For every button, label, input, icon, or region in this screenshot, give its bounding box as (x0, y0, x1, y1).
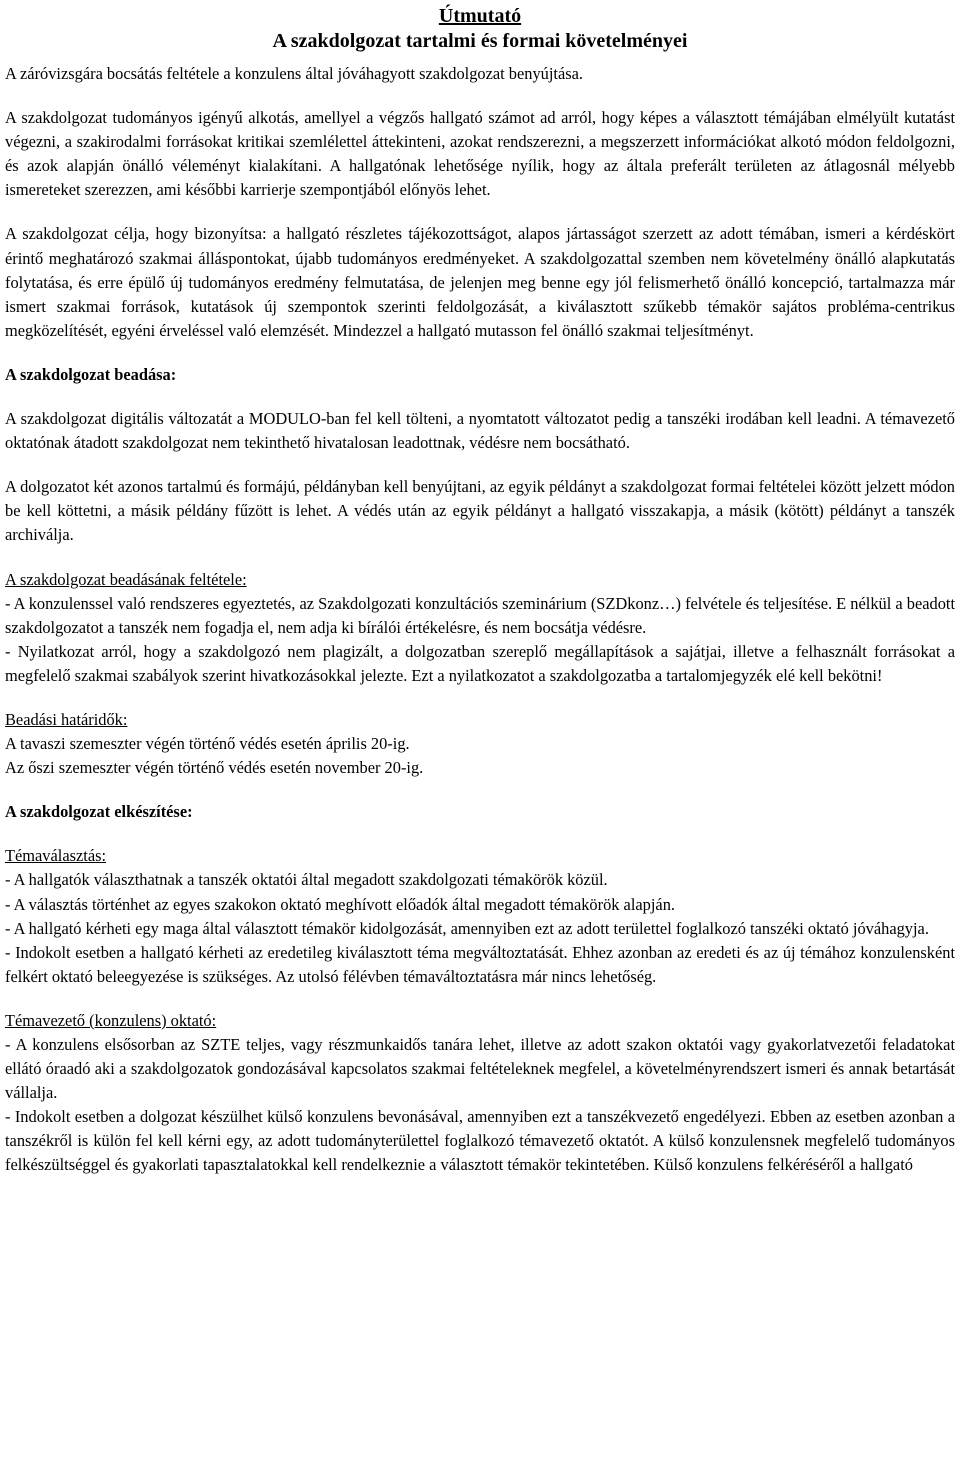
intro-paragraph: A záróvizsgára bocsátás feltétele a konzulens által jóváhagyott szakdolgozat benyújtása. (5, 64, 584, 83)
paragraph-submission-digital: A szakdolgozat digitális változatát a MODULO-ban fel kell tölteni, a nyomtatott változatot pedig a tanszéki irodában kell leadni. A témavezető oktatónak átadott szakdolgozat nem tekinthető hivatalosan leadottnak, védésre nem bocsátható. (5, 409, 955, 453)
deadline-autumn: Az őszi szemeszter végén történő védés esetén november 20-ig. (5, 758, 424, 778)
deadline-spring: A tavaszi szemeszter végén történő védés esetén április 20-ig. (5, 734, 410, 754)
heading-deadlines: Beadási határidők: (5, 709, 128, 729)
heading-submission: A szakdolgozat beadása: (5, 364, 177, 384)
paragraph-goal: A szakdolgozat célja, hogy bizonyítsa: a hallgató részletes tájékozottságot, alapos jártasságot szerzett az adott témában, ismeri a kérdéskört érintő meghatározó szakmai álláspontokat, újabb tudományos eredményeket. A szakdolgozattal szemben nem követelmény önálló alapkutatás folytatása, és erre épülő új tudományos eredmény felmutatása, de jelenjen meg benne egy jól felismerhető önálló koncepció, tartalmazza már ismert szakmai források, kutatások új szempontok szerinti feldolgozását, a kiválasztott szűkebb témakör sajátos probléma-centrikus megközelítését, egyéni érveléssel való elemzését. Mindezzel a hallgató mutasson fel önálló szakmai teljesítményt. (5, 224, 955, 340)
paragraph-submission-copies: A dolgozatot két azonos tartalmú és formájú, példányban kell benyújtani, az egyik példányt a szakdolgozat formai feltételei között jelzett módon be kell köttetni, a másik példány fűzött is lehet. A védés után az egyik példányt a hallgató visszakapja, a másik (kötött) példányt a tanszék archiválja. (5, 477, 955, 545)
document-title: Útmutató (438, 5, 522, 27)
paragraph-purpose: A szakdolgozat tudományos igényű alkotás, amellyel a végzős hallgató számot ad arról, hogy képes a választott témájában elmélyült kutatást végezni, a szakirodalmi forrásokat kritikai szemlélettel áttekinteni, azokat rendszerezni, a megszerzett információkat alkotó módon feldolgozni, és azok alapján önálló véleményt kialakítani. A hallgatónak lehetősége nyílik, hogy az általa preferált területen az átlagosnál mélyebb ismereteket szerezzen, ami későbbi karrierje szempontjából előnyös lehet. (5, 108, 955, 200)
heading-supervisor: Témavezető (konzulens) oktató: (5, 1010, 217, 1030)
heading-topic-selection: Témaválasztás: (5, 846, 107, 866)
heading-submission-conditions: A szakdolgozat beadásának feltétele: (5, 569, 247, 589)
topic-item: - A hallgató kérheti egy maga által választott témakör kidolgozását, amennyiben ezt az adott területtel foglalkozó tanszéki oktató jóváhagyja. (5, 918, 929, 938)
topic-item: - Indokolt esetben a hallgató kérheti az eredetileg kiválasztott téma megváltoztatását. Ehhez azonban az eredeti és az új témához konzulensként felkért oktató beleegyezése is szükséges. Az utolsó félévben témaváltoztatásra már nincs lehetőség. (5, 942, 955, 986)
supervisor-item: - A konzulens elsősorban az SZTE teljes, vagy részmunkaidős tanára lehet, illetve az adott szakon oktatói vagy gyakorlatvezetői feladatokat ellátó óraadó aki a szakdolgozatok gondozásával kapcsolatos szakmai feltételeknek megfelel, a követelményrendszert ismeri és annak betartását vállalja. (5, 1035, 955, 1103)
topic-item: - A választás történhet az egyes szakokon oktató meghívott előadók által megadott témakörök alapján. (5, 894, 675, 914)
condition-item: - Nyilatkozat arról, hogy a szakdolgozó nem plagizált, a dolgozatban szereplő megállapítások a sajátjai, illetve a felhasznált forrásokat a megfelelő szakmai szabályok szerint hivatkozásokkal jelezte. Ezt a nyilatkozatot a szakdolgozatba a tartalomjegyzék elé kell bekötni! (5, 641, 955, 685)
supervisor-item: - Indokolt esetben a dolgozat készülhet külső konzulens bevonásával, amennyiben ezt a tanszékvezető engedélyezi. Ebben az esetben azonban a tanszékről is külön fel kell kérni egy, az adott tudományterülettel foglalkozó témavezető oktatót. A külső konzulensnek megfelelő tudományos felkészültséggel és gyakorlati tapasztalatokkal kell rendelkeznie a választott témakör tekintetében. Külső konzulens felkéréséről a hallgató (5, 1107, 955, 1175)
condition-item: - A konzulenssel való rendszeres egyeztetés, az Szakdolgozati konzultációs szeminárium (SZDkonz…) felvétele és teljesítése. E nélkül a beadott szakdolgozatot a tanszék nem fogadja el, nem adja ki bírálói értékelésre, és nem bocsátja védésre. (5, 593, 955, 637)
topic-item: - A hallgatók választhatnak a tanszék oktatói által megadott szakdolgozati témakörök közül. (5, 870, 608, 890)
title-block (5, 4, 955, 54)
heading-preparation: A szakdolgozat elkészítése: (5, 802, 193, 822)
document-subtitle: A szakdolgozat tartalmi és formai követelményei (272, 30, 688, 52)
